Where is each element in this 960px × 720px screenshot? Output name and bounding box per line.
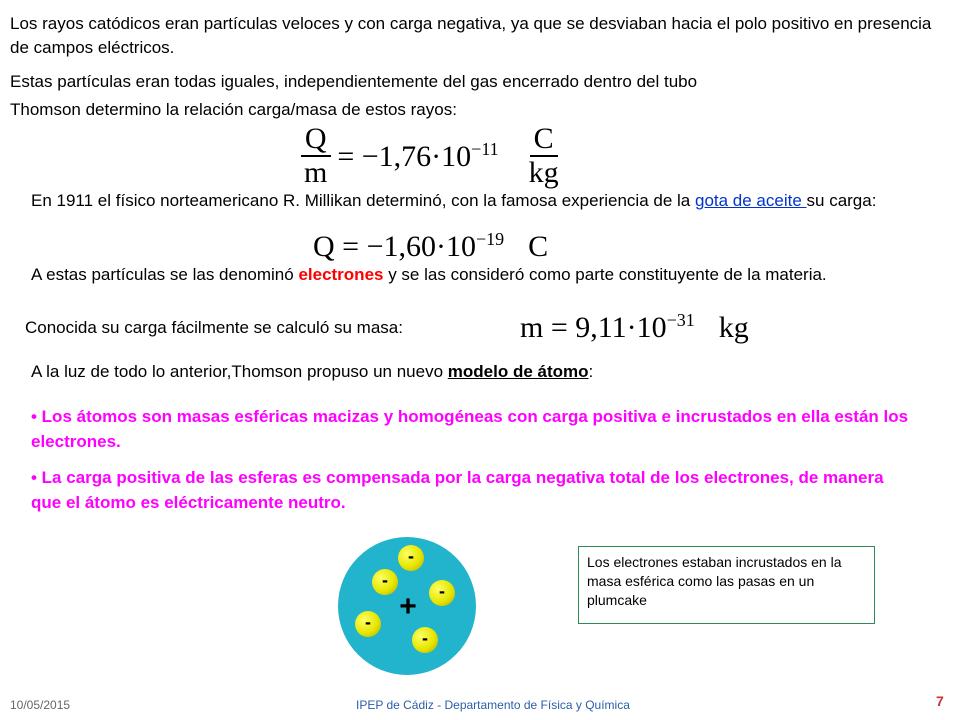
bullet-neutral-atom: • La carga positiva de las esferas es compensada por la carga negativa total de los electrones, de manera que el átomo es eléctricamente neutro. [31, 468, 884, 512]
unit-numerator: C [530, 124, 558, 157]
plumcake-callout: Los electrones estaban incrustados en la masa esférica como las pasas en un plumcake [578, 546, 875, 624]
ratio-value-mantissa: = −1,76·10 [337, 139, 472, 173]
charge-value: Q = −1,60·10 [313, 230, 476, 263]
footer-institution: IPEP de Cádiz - Departamento de Física y Química [356, 698, 630, 712]
fraction-numerator: Q [301, 124, 331, 157]
unit-c-over-kg [525, 124, 563, 188]
ratio-exponent: −11 [471, 138, 499, 159]
atom-model-emphasis: modelo de átomo [447, 362, 589, 381]
paragraph-thomson-model [31, 360, 593, 384]
paragraph-electrons [31, 263, 936, 287]
model-text: A la luz de todo lo anterior,Thomson propuso un nuevo [31, 362, 448, 381]
model-text-end: : [588, 362, 594, 381]
electron: - [429, 580, 455, 606]
fraction-denominator: m [304, 156, 328, 189]
page-number: 7 [936, 693, 944, 709]
paragraph-millikan [31, 189, 913, 213]
electrons-text-end: y se las consideró como parte constituyente de la materia. [383, 265, 827, 284]
electron: - [398, 545, 424, 571]
paragraph-thomson-ratio: Thomson determino la relación carga/masa de estos rayos: [10, 100, 457, 119]
bullet-atom-structure: • Los átomos son masas esféricas macizas y homogéneas con carga positiva e incrustados en ella están los electrones. [31, 407, 909, 451]
thomson-atom-diagram [338, 537, 476, 675]
electron: - [412, 627, 438, 653]
footer-date: 10/05/2015 [10, 698, 71, 712]
unit-denominator: kg [528, 156, 559, 189]
millikan-text-end: su carga: [806, 191, 877, 210]
formula-charge-mass-ratio [300, 124, 563, 188]
charge-unit: C [528, 230, 549, 263]
fraction-q-over-m [300, 124, 331, 188]
positive-charge-sign: + [399, 590, 417, 623]
ratio-value [337, 139, 498, 174]
electrons-highlight: electrones [298, 265, 384, 284]
millikan-text: En 1911 el físico norteamericano R. Millikan determinó, con la famosa experiencia de la [31, 191, 695, 210]
mass-unit: kg [718, 311, 749, 344]
electrons-text: A estas partículas se las denominó [31, 265, 299, 284]
formula-electron-mass [520, 303, 749, 345]
paragraph-cathode-rays: Los rayos catódicos eran partículas veloces y con carga negativa, ya que se desviaban hacia el polo positivo en presencia de campos eléctricos. [10, 14, 932, 57]
electron: - [372, 569, 398, 595]
formula-electron-charge [313, 222, 548, 264]
paragraph-identical-particles: Estas partículas eran todas iguales, independientemente del gas encerrado dentro del tubo [10, 72, 698, 91]
oil-drop-link[interactable]: gota de aceite [694, 191, 807, 210]
paragraph-mass: Conocida su carga fácilmente se calculó su masa: [25, 318, 403, 337]
electron: - [355, 611, 381, 637]
mass-value: m = 9,11·10 [520, 311, 667, 344]
mass-exponent: −31 [666, 310, 695, 330]
charge-exponent: −19 [476, 229, 505, 249]
